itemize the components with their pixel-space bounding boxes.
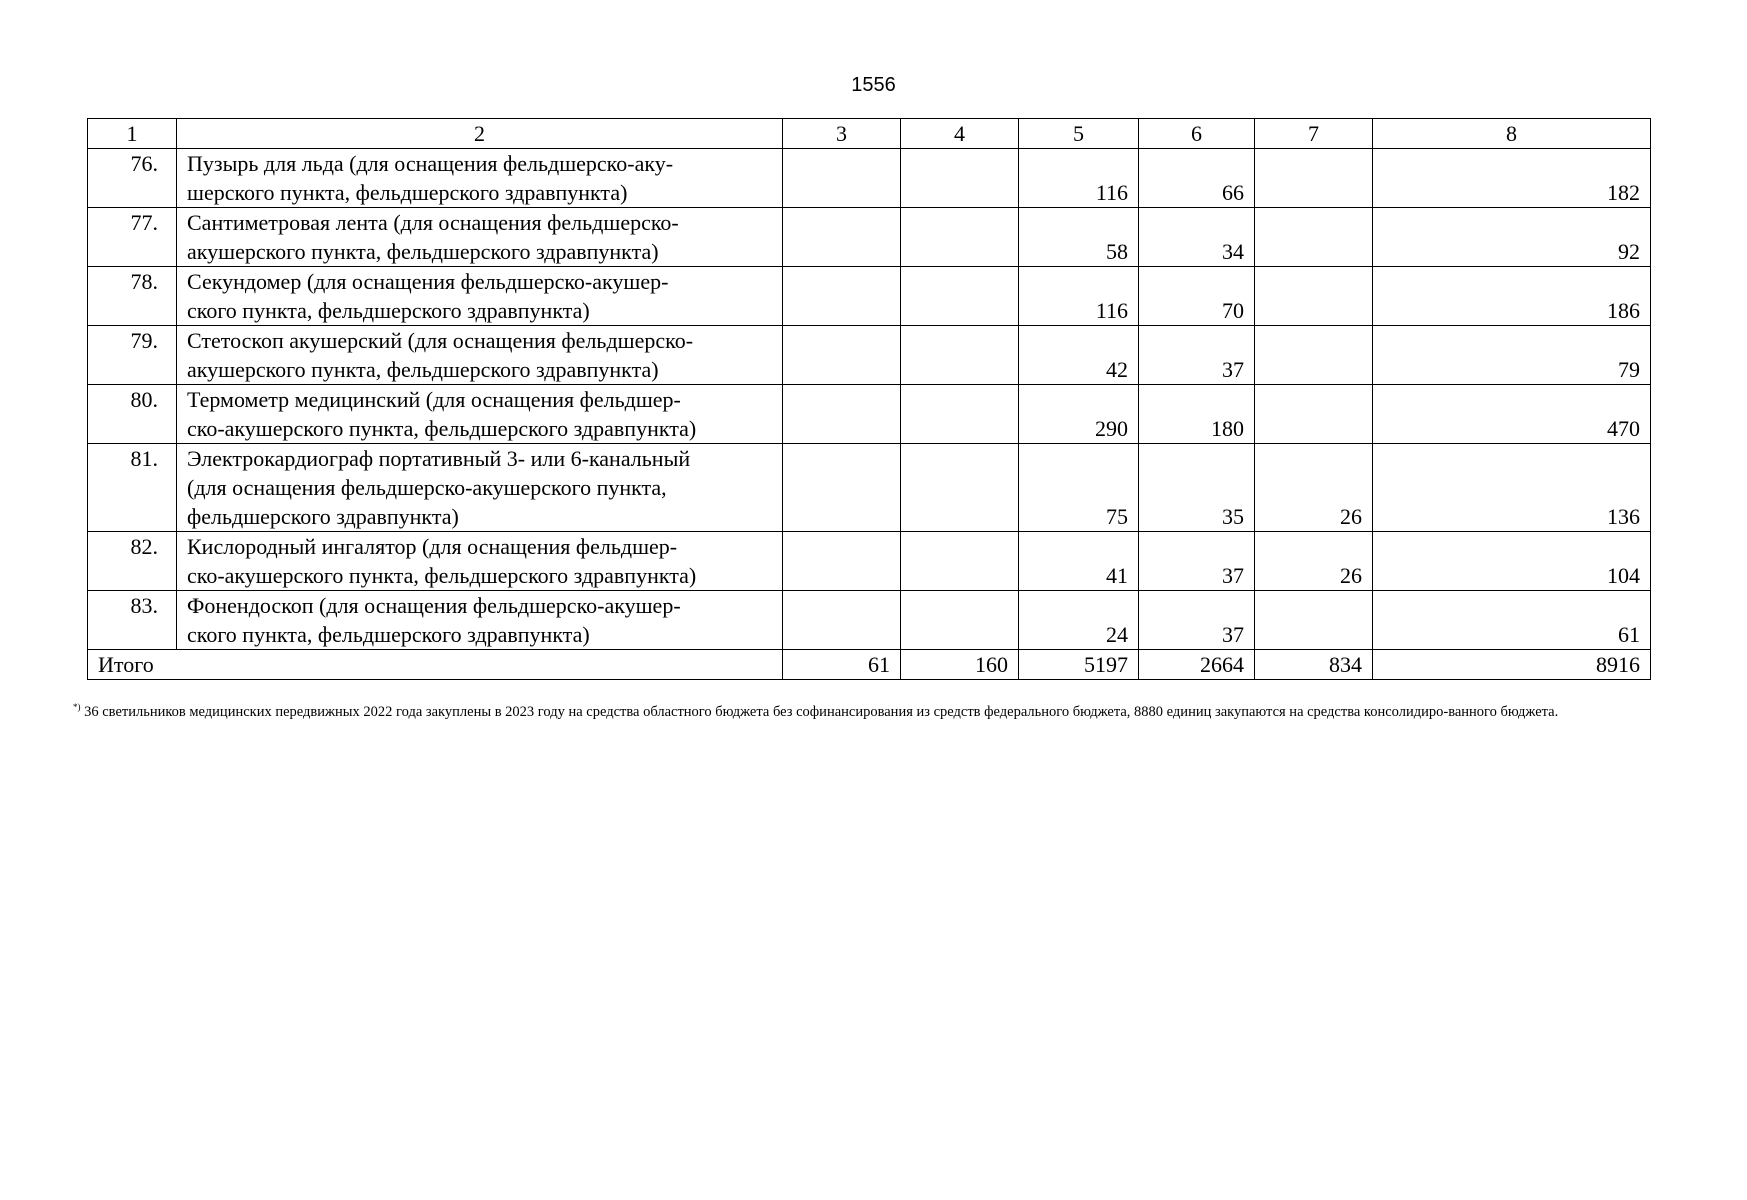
table-row [88, 326, 1651, 385]
header-cell: 1 [88, 119, 177, 149]
row-name-line: Сантиметровая лента (для оснащения фельдшерско- [187, 210, 679, 235]
header-cell: 5 [1019, 119, 1139, 149]
header-cell: 3 [783, 119, 901, 149]
row-name-line: Секундомер (для оснащения фельдшерско-акушер- [187, 269, 669, 294]
row-name [177, 532, 783, 591]
row-number: 77. [88, 208, 177, 267]
cell-c3 [783, 149, 901, 208]
page-number: 1556 [851, 74, 896, 96]
cell-c5: 41 [1019, 532, 1139, 591]
row-number: 83. [88, 591, 177, 650]
cell-c8: 136 [1373, 444, 1651, 532]
cell-c4 [901, 326, 1019, 385]
row-name-line: фельдшерского здравпункта) [187, 504, 459, 529]
header-cell: 4 [901, 119, 1019, 149]
cell-c4 [901, 149, 1019, 208]
row-name-line: ско-акушерского пункта, фельдшерского здравпункта) [187, 416, 697, 441]
cell-c7: 26 [1255, 532, 1373, 591]
row-name-line: Термометр медицинский (для оснащения фельдшер- [187, 387, 681, 412]
table-row [88, 149, 1651, 208]
row-name-line: (для оснащения фельдшерско-акушерского пункта, [187, 475, 667, 500]
table-row [88, 532, 1651, 591]
cell-c6: 34 [1139, 208, 1255, 267]
total-c3: 61 [783, 650, 901, 680]
row-name-line: Стетоскоп акушерский (для оснащения фельдшерско- [187, 328, 694, 353]
cell-c4 [901, 591, 1019, 650]
header-cell: 8 [1373, 119, 1651, 149]
table-row [88, 267, 1651, 326]
row-number: 79. [88, 326, 177, 385]
cell-c7 [1255, 267, 1373, 326]
cell-c6: 66 [1139, 149, 1255, 208]
cell-c3 [783, 208, 901, 267]
cell-c4 [901, 385, 1019, 444]
row-name-line: Электрокардиограф портативный 3- или 6-канальный [187, 446, 691, 471]
total-c6: 2664 [1139, 650, 1255, 680]
cell-c3 [783, 267, 901, 326]
cell-c5: 75 [1019, 444, 1139, 532]
cell-c5: 290 [1019, 385, 1139, 444]
cell-c7 [1255, 385, 1373, 444]
row-name-line: Фонендоскоп (для оснащения фельдшерско-акушер- [187, 593, 681, 618]
footnote [73, 697, 1663, 722]
total-c4: 160 [901, 650, 1019, 680]
total-c7: 834 [1255, 650, 1373, 680]
footnote-text: 36 светильников медицинских передвижных 2022 года закуплены в 2023 году на средства областного бюджета без софинансирования из средств федерального бюджета, 8880 единиц закупаются на средства консолидиро-ванного бюджета. [80, 703, 1559, 720]
cell-c6: 70 [1139, 267, 1255, 326]
row-name-line: шерского пункта, фельдшерского здравпункта) [187, 180, 628, 205]
header-cell: 7 [1255, 119, 1373, 149]
row-name-line: акушерского пункта, фельдшерского здравпункта) [187, 357, 659, 382]
row-number: 80. [88, 385, 177, 444]
cell-c7 [1255, 208, 1373, 267]
cell-c8: 182 [1373, 149, 1651, 208]
table-row [88, 385, 1651, 444]
row-name-line: ского пункта, фельдшерского здравпункта) [187, 298, 590, 323]
cell-c6: 35 [1139, 444, 1255, 532]
cell-c6: 37 [1139, 591, 1255, 650]
cell-c7 [1255, 591, 1373, 650]
equipment-table [87, 118, 1651, 680]
cell-c4 [901, 444, 1019, 532]
row-name [177, 149, 783, 208]
table-row [88, 591, 1651, 650]
footnote-marker: *) [73, 702, 81, 712]
row-name [177, 267, 783, 326]
row-name [177, 591, 783, 650]
cell-c4 [901, 208, 1019, 267]
total-label: Итого [88, 650, 783, 680]
table-header-row [88, 119, 1651, 149]
cell-c8: 79 [1373, 326, 1651, 385]
row-number: 76. [88, 149, 177, 208]
cell-c8: 104 [1373, 532, 1651, 591]
cell-c8: 186 [1373, 267, 1651, 326]
cell-c8: 92 [1373, 208, 1651, 267]
header-cell: 6 [1139, 119, 1255, 149]
cell-c3 [783, 532, 901, 591]
cell-c3 [783, 326, 901, 385]
cell-c5: 116 [1019, 267, 1139, 326]
row-name-line: Кислородный ингалятор (для оснащения фельдшер- [187, 534, 678, 559]
cell-c5: 116 [1019, 149, 1139, 208]
cell-c7: 26 [1255, 444, 1373, 532]
table-row [88, 208, 1651, 267]
total-c5: 5197 [1019, 650, 1139, 680]
table-row [88, 444, 1651, 532]
row-name-line: ско-акушерского пункта, фельдшерского здравпункта) [187, 563, 697, 588]
cell-c5: 58 [1019, 208, 1139, 267]
cell-c6: 180 [1139, 385, 1255, 444]
row-name-line: ского пункта, фельдшерского здравпункта) [187, 622, 590, 647]
row-name-line: акушерского пункта, фельдшерского здравпункта) [187, 239, 659, 264]
cell-c8: 470 [1373, 385, 1651, 444]
cell-c4 [901, 267, 1019, 326]
cell-c4 [901, 532, 1019, 591]
cell-c7 [1255, 149, 1373, 208]
header-cell: 2 [177, 119, 783, 149]
cell-c3 [783, 444, 901, 532]
row-number: 82. [88, 532, 177, 591]
cell-c3 [783, 591, 901, 650]
row-number: 81. [88, 444, 177, 532]
row-name [177, 208, 783, 267]
cell-c7 [1255, 326, 1373, 385]
row-name [177, 326, 783, 385]
cell-c5: 42 [1019, 326, 1139, 385]
cell-c8: 61 [1373, 591, 1651, 650]
cell-c3 [783, 385, 901, 444]
total-row [88, 650, 1651, 680]
total-c8: 8916 [1373, 650, 1651, 680]
cell-c6: 37 [1139, 326, 1255, 385]
row-name [177, 444, 783, 532]
row-name [177, 385, 783, 444]
cell-c5: 24 [1019, 591, 1139, 650]
cell-c6: 37 [1139, 532, 1255, 591]
row-name-line: Пузырь для льда (для оснащения фельдшерско-аку- [187, 151, 674, 176]
row-number: 78. [88, 267, 177, 326]
